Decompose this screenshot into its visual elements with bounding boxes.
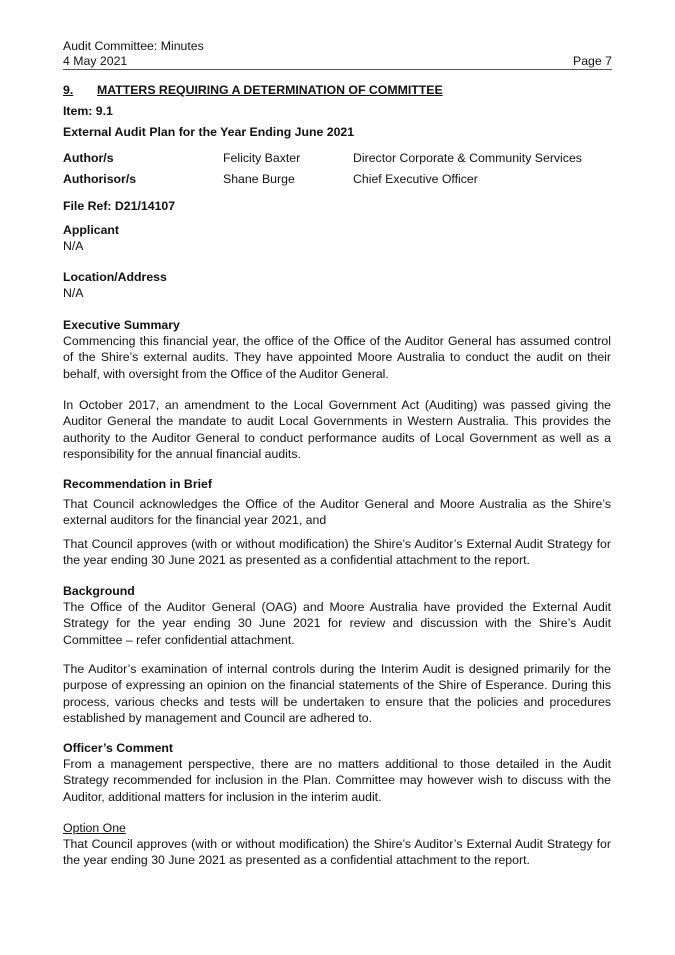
header-rule [63,69,612,70]
recommendation-paragraph: That Council acknowledges the Office of the Auditor General and Moore Australia as the Shire’s external auditors for the financial year 2021, and [63,497,611,528]
executive-summary-heading: Executive Summary [63,318,180,332]
background-paragraph: The Auditor’s examination of internal controls during the Interim Audit is designed primarily for the purpose of expressing an opinion on the financial statements of the Shire of Esperance. During this process, various checks and tests will be undertaken to ensure that the policies and procedures established by management and Council are adhered to. [63,662,611,726]
officers-comment-paragraph: From a management perspective, there are no matters additional to those detailed in the Audit Strategy recommended for inclusion in the Plan. Committee may however wish to discuss with the Auditor, additional matters for inclusion in the interim audit. [63,757,611,804]
location-value: N/A [63,286,84,300]
header-date: 4 May 2021 [63,54,128,68]
author-label: Author/s [63,151,114,165]
recommendation-paragraph: That Council approves (with or without modification) the Shire’s Auditor’s External Audit Strategy for the year ending 30 June 2021 as presented as a confidential attachment to the report. [63,537,611,568]
section-heading [63,82,611,98]
applicant-value: N/A [63,239,84,253]
header-title: Audit Committee: Minutes [63,39,204,53]
author-name: Felicity Baxter [223,151,301,165]
officers-comment-heading: Officer’s Comment [63,741,174,755]
location-heading: Location/Address [63,270,167,284]
authorisor-name: Shane Burge [223,172,295,186]
recommendation-heading: Recommendation in Brief [63,477,212,491]
executive-summary-paragraph: Commencing this financial year, the office of the Office of the Auditor General has assumed control of the Shire’s external audits. They have appointed Moore Australia to conduct the audit on their behalf, with oversight from the Office of the Auditor General. [63,334,611,381]
author-row [63,150,611,166]
page-number: Page 7 [573,54,612,68]
section-number: 9. [63,83,74,97]
authorisor-label: Authorisor/s [63,172,137,186]
background-heading: Background [63,584,135,598]
file-ref: File Ref: D21/14107 [63,199,176,213]
executive-summary-paragraph: In October 2017, an amendment to the Local Government Act (Auditing) was passed giving the Auditor General the mandate to audit Local Governments in Western Australia. This provides the authority to the Auditor General to conduct performance audits of Local Government as well as a responsibility for the annual financial audits. [63,398,611,462]
item-title: External Audit Plan for the Year Ending June 2021 [63,125,355,139]
option-one-title: Option One [63,821,126,835]
item-number: Item: 9.1 [63,104,113,118]
option-one-heading [63,820,611,836]
option-one-paragraph: That Council approves (with or without modification) the Shire’s Auditor’s External Audit Strategy for the year ending 30 June 2021 as presented as a confidential attachment to the report. [63,837,611,868]
background-paragraph: The Office of the Auditor General (OAG) and Moore Australia have provided the External Audit Strategy for the year ending 30 June 2021 for review and discussion with the Shire’s Audit Committee – refer confidential attachment. [63,600,611,647]
author-role: Director Corporate & Community Services [353,151,582,165]
applicant-heading: Applicant [63,223,120,237]
authorisor-row [63,171,611,187]
section-title: MATTERS REQUIRING A DETERMINATION OF COMMITTEE [97,83,443,97]
authorisor-role: Chief Executive Officer [353,172,478,186]
